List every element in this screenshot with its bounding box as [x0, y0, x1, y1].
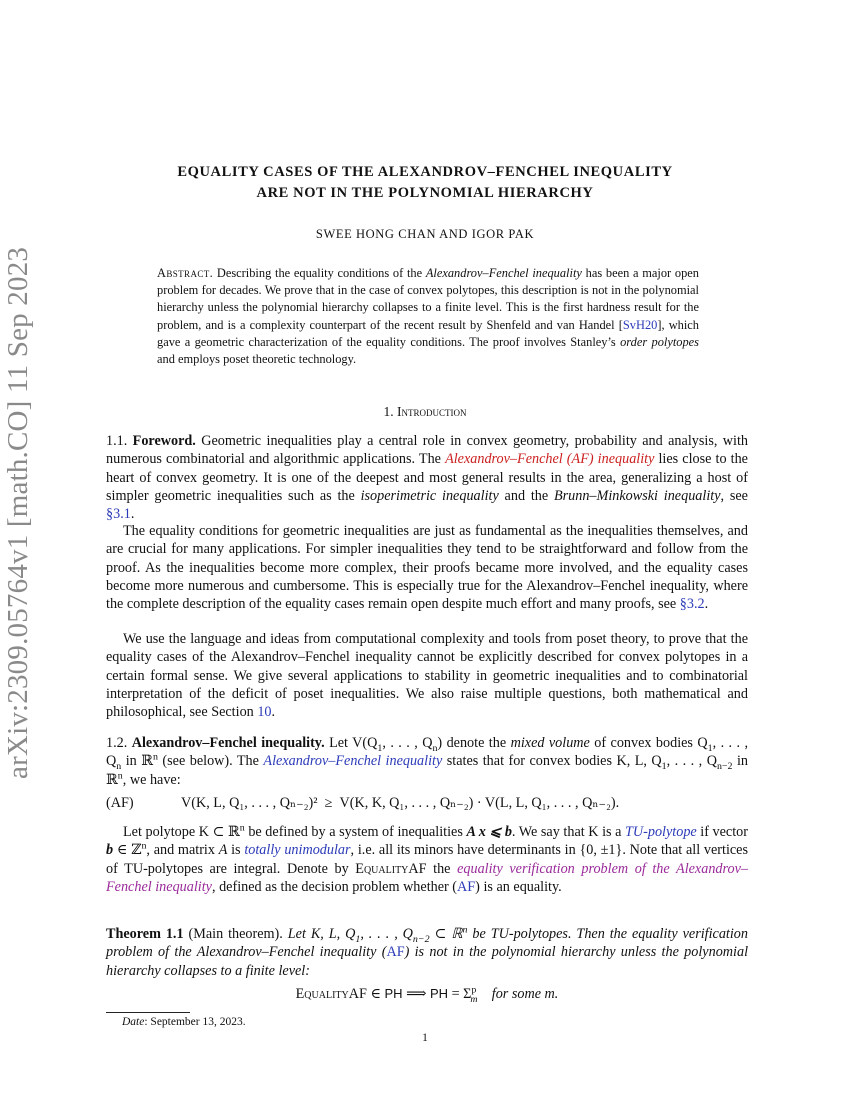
equation-body — [181, 795, 619, 812]
text: be defined by a system of inequalities — [244, 824, 467, 840]
equation-af — [106, 793, 748, 817]
text: ⊂ ℝ — [429, 926, 463, 942]
subsection-number: 1.2. — [106, 735, 132, 751]
abstract-label: Abstract. — [157, 266, 214, 280]
theorem-statement: Let K, L, $Q_1$, . . . , $Q_{n-2}$ ⊂ ℝ$^n$ be TU-polytopes. Then the equality verification problem of the Alexandrov–Fenchel inequality (AF) is not in the polynomial hierarchy unless the polynomial hierarchy collapses to a finite level: — [106, 924, 749, 979]
complexity-class: PH — [430, 986, 449, 1001]
ref-link-af-theorem[interactable]: AF — [386, 944, 405, 961]
symbol: ∈ — [366, 986, 385, 1002]
em: mixed volume — [510, 735, 590, 751]
implies-symbol: ⟹ — [402, 986, 430, 1002]
link-af-inequality[interactable]: Alexandrov–Fenchel (AF) inequality — [445, 451, 655, 468]
math-inequality: A x ⩽ b — [466, 824, 512, 840]
arxiv-identifier: arXiv:2309.05764v1 [math.CO] 11 Sep 2023 — [2, 246, 34, 780]
math-vector: b — [106, 842, 114, 859]
authors: SWEE HONG CHAN AND IGOR PAK — [315, 227, 535, 241]
problem-name: EqualityAF — [355, 860, 427, 877]
page-number: 1 — [422, 1032, 428, 1044]
text: . — [704, 596, 709, 613]
text: ∈ ℤ — [113, 842, 142, 859]
text: if vector — [696, 824, 748, 840]
theorem-heading: Theorem 1.1 — [106, 926, 184, 942]
footnote — [122, 1016, 246, 1028]
text: is — [227, 842, 245, 859]
text: Let polytope K ⊂ ℝ — [123, 824, 240, 840]
equation-rhs: V(K, K, Q₁, . . . , Qₙ₋₂) · V(L, L, Q₁, . . . , Qₙ₋₂). — [339, 795, 620, 811]
abstract-em: Alexandrov–Fenchel inequality — [425, 266, 582, 280]
equation-relation: ≥ — [324, 795, 333, 811]
text: , and matrix — [146, 842, 219, 859]
subsection-heading: Alexandrov–Fenchel inequality. — [131, 735, 325, 751]
text: . We say that K is a — [511, 824, 625, 840]
ref-link-3-1[interactable]: §3.1 — [106, 506, 131, 523]
complexity-class: PH — [384, 986, 403, 1001]
text: , i.e. all its minors have determinants in {0, ±1}. Note that all vertices of TU-polytopes are integral. Denote by — [106, 842, 748, 877]
text: , defined as the decision problem whether ( — [211, 878, 458, 895]
title-line-2: ARE NOT IN THE POLYNOMIAL HIERARCHY — [256, 185, 594, 201]
section-number: 1. — [383, 404, 397, 419]
text: The equality conditions for geometric inequalities are just as fundamental as the inequalities themselves, and are crucial for many applications. For simpler inequalities they tend to be straightforward and follow from the proof. As the inequalities become more complex, their proofs became more involved, and the equality cases become more numerous and cumbersome. This is especially true for the Alexandrov–Fenchel inequality, where the complete description of the equality cases remain open despite much effort and many proofs, see — [106, 523, 748, 613]
equation-tag: (AF) — [106, 795, 134, 811]
ref-link-section-10[interactable]: 10 — [257, 704, 272, 721]
abstract-text: ], which gave a geometric characterization of the equality conditions. The proof involves Stanley’s — [157, 317, 700, 349]
section-title: Introduction — [397, 404, 467, 419]
equation-lhs: V(K, L, Q₁, . . . , Qₙ₋₂)² — [181, 795, 318, 811]
text: ) denote the — [437, 735, 511, 751]
text: , . . . , Q — [666, 753, 717, 770]
text: (see below). The — [157, 753, 264, 770]
subsection-number: 1.1. — [106, 433, 133, 449]
link-totally-unimodular[interactable]: totally unimodular — [244, 842, 351, 859]
paragraph-af-inequality: 1.2. Alexandrov–Fenchel inequality. Let $V(Q_1$, . . . , $Q_n$) denote the mixed volume of convex bodies $Q_1$, . . . , $Q_n$ in ℝ$^n$ (see below). The Alexandrov–Fenchel inequality states that for convex bodies K, L, $Q_1$, . . . , $Q_{n-2}$ in ℝ$^n$, we have: — [106, 735, 749, 788]
title-line-1: EQUALITY CASES OF THE ALEXANDROV–FENCHEL INEQUALITY — [177, 164, 673, 180]
paragraph-foreword — [106, 432, 748, 523]
text: . — [271, 704, 276, 721]
link-equality-verification[interactable]: equality verification problem of the Alexandrov–Fenchel inequality — [106, 860, 748, 895]
paper-title — [100, 162, 750, 204]
footnote-label: Date — [122, 1016, 145, 1028]
text: , . . . , Q — [382, 735, 433, 751]
theorem-name: (Main theorem). — [183, 926, 283, 942]
subscript: m — [470, 993, 478, 1005]
text: of convex bodies Q — [589, 735, 708, 751]
text: Geometric inequalities play a central role in convex geometry, probability and analysis, with numerous combinatorial and algorithmic applications. The — [106, 433, 748, 468]
abstract-em: order polytopes — [620, 334, 699, 349]
theorem-main — [106, 925, 748, 980]
symbol: = Σ — [448, 986, 472, 1002]
problem-name: EqualityAF — [295, 986, 367, 1002]
text: in ℝ — [106, 753, 748, 788]
text: and the — [498, 487, 554, 504]
text: , see — [720, 487, 748, 504]
text: ) is not in the polynomial hierarchy unless the polynomial hierarchy collapses to a finite level: — [106, 944, 749, 979]
link-af-inequality-def[interactable]: Alexandrov–Fenchel inequality — [263, 753, 443, 770]
text: Let K, L, Q — [282, 926, 356, 942]
em: Brunn–Minkowski inequality — [553, 487, 721, 504]
paragraph-polytope: Let polytope K ⊂ ℝ$^n$ be defined by a system of inequalities A x ⩽ b. We say that K is a TU-polytope if vector b ∈ ℤ$^n$, and matrix A is totally unimodular, i.e. all its minors have determinants in {0, ±1}. Note that all vertices of TU-polytopes are integral. Denote by EqualityAF the equality verification problem of the Alexandrov–Fenchel inequality, defined as the decision problem whether (AF) is an equality. — [106, 822, 748, 895]
subsection-heading: Foreword. — [132, 433, 196, 449]
paragraph-equality — [106, 522, 748, 613]
text: states that for convex bodies K, L, Q — [442, 753, 662, 770]
superscript: p — [471, 984, 477, 996]
equation-condition: for some m. — [491, 986, 559, 1002]
footnote-text: : September 13, 2023. — [144, 1016, 246, 1028]
text: be TU-polytopes. Then the equality verification problem of the Alexandrov–Fenchel inequality ( — [106, 926, 748, 961]
ref-link-af[interactable]: AF — [457, 878, 476, 895]
text: We use the language and ideas from computational complexity and tools from poset theory, to prove that the equality cases of the Alexandrov–Fenchel inequality cannot be explicitly described for convex polytopes in a certain formal sense. We give several applications to stability in geometric inequalities and to combinatorial interpretation of the deficit of poset inequalities. We also raise multiple questions, both mathematical and philosophical, see Section — [106, 631, 748, 721]
text: . — [130, 506, 135, 523]
footnote-rule — [106, 1012, 190, 1013]
link-tu-polytope[interactable]: TU-polytope — [625, 824, 697, 840]
ref-link-3-2[interactable]: §3.2 — [679, 596, 705, 613]
text: in ℝ — [121, 753, 153, 770]
text: the — [426, 860, 458, 877]
text: , . . . , Q — [106, 735, 749, 770]
citation-link-svh20[interactable]: SvH20 — [622, 317, 658, 332]
section-heading — [100, 404, 750, 420]
abstract-text: Describing the equality conditions of the — [213, 266, 426, 280]
abstract — [157, 265, 699, 368]
text: ) is an equality. — [475, 878, 562, 895]
abstract-text: and employs poset theoretic technology. — [157, 352, 357, 367]
text: Let V(Q — [324, 735, 378, 751]
math-matrix: A — [218, 842, 228, 859]
text: , . . . , Q — [360, 926, 413, 942]
text: , we have: — [122, 771, 181, 788]
equation-main — [106, 986, 748, 1003]
paragraph-language — [106, 630, 748, 721]
em: isoperimetric inequality — [360, 487, 499, 504]
text: lies close to the heart of convex geometry. It is one of the deepest and most general results in the area, generalizing a host of simpler geometric inequalities such as the — [106, 451, 748, 504]
abstract-text: has been a major open problem for decades. We prove that in the case of convex polytopes, this description is not in the polynomial hierarchy unless the polynomial hierarchy collapses to a finite level. This is the first hardness result for the problem, and is a complexity counterpart of the recent result by Shenfeld and van Handel [ — [157, 266, 699, 332]
